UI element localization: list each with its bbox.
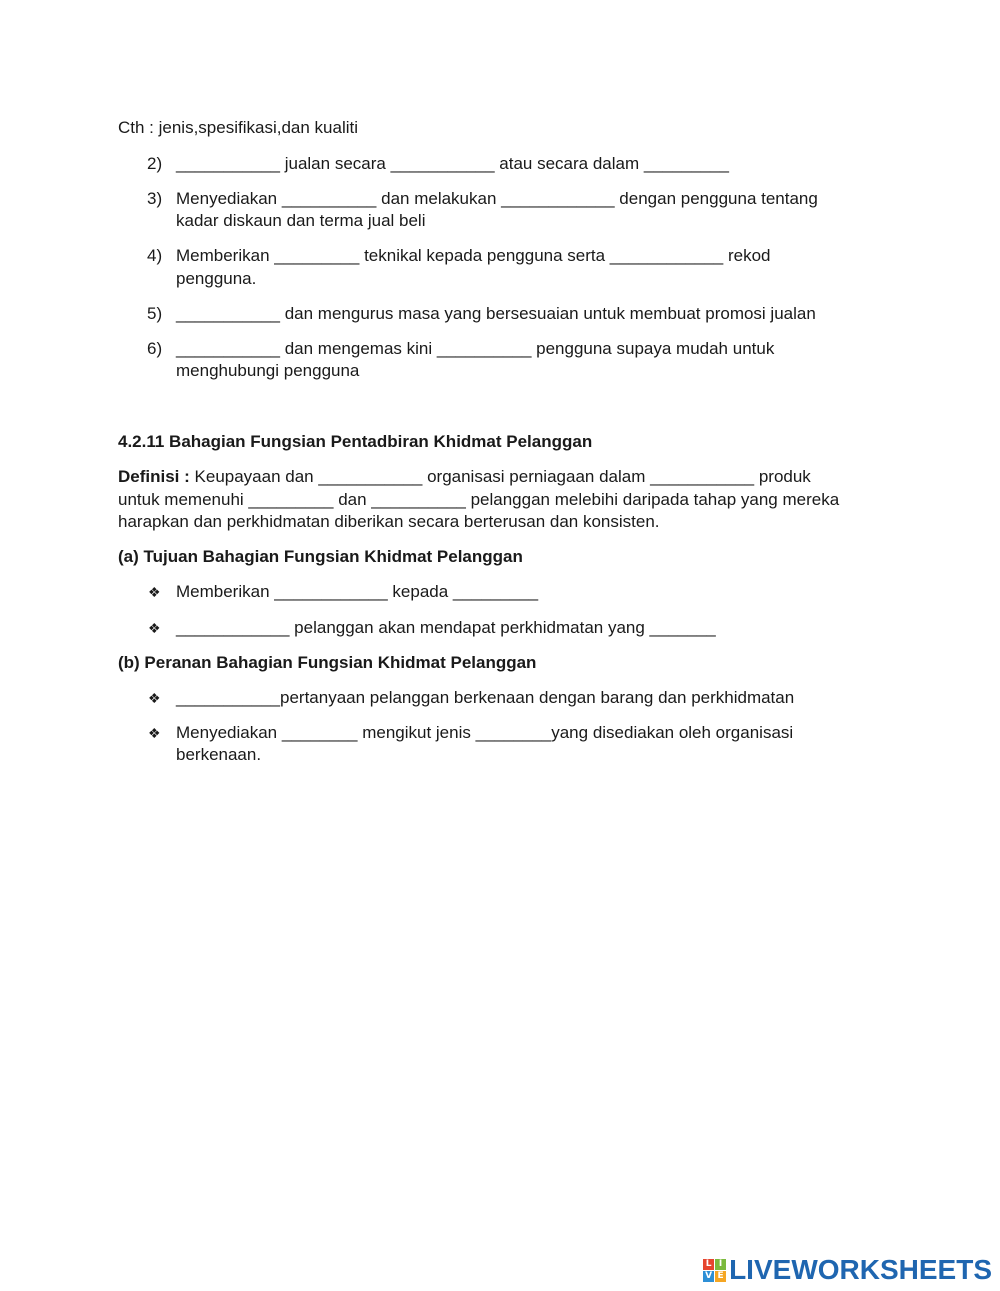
item-number: 4) (147, 246, 163, 265)
definition-text: Keupayaan dan ___________ organisasi perniagaan dalam ___________ produk (189, 467, 811, 486)
diamond-bullet-icon: ❖ (148, 620, 161, 636)
definition-label: Definisi : (118, 467, 190, 486)
item-text: Menyediakan __________ dan melakukan ____________ dengan pengguna tentang (176, 189, 818, 208)
liveworksheets-logo[interactable] (703, 1254, 992, 1286)
item-text: ___________ jualan secara ___________ atau secara dalam _________ (176, 154, 729, 173)
item-text: kadar diskaun dan terma jual beli (176, 211, 426, 230)
item-text: pengguna. (176, 269, 257, 288)
bullet-text: ____________ pelanggan akan mendapat perkhidmatan yang _______ (176, 618, 716, 637)
definition-line (118, 466, 811, 488)
bullet-text: ___________pertanyaan pelanggan berkenaan dengan barang dan perkhidmatan (176, 688, 795, 707)
example-text: Cth : jenis,spesifikasi,dan kualiti (118, 118, 359, 137)
item-number: 3) (147, 189, 163, 208)
subheading-peranan: (b) Peranan Bahagian Fungsian Khidmat Pelanggan (118, 653, 537, 672)
bullet-text: berkenaan. (176, 745, 262, 764)
diamond-bullet-icon: ❖ (148, 725, 161, 741)
logo-letter: V (703, 1271, 714, 1282)
logo-text: LIVEWORKSHEETS (729, 1254, 992, 1285)
bullet-text: Memberikan ____________ kepada _________ (176, 582, 539, 601)
item-number: 2) (147, 154, 163, 173)
logo-mark-icon (703, 1259, 726, 1282)
item-number: 6) (147, 339, 163, 358)
definition-line: harapkan dan perkhidmatan diberikan secara berterusan dan konsisten. (118, 512, 660, 531)
diamond-bullet-icon: ❖ (148, 584, 161, 600)
diamond-bullet-icon: ❖ (148, 690, 161, 706)
logo-letter: E (715, 1271, 726, 1282)
item-text: ___________ dan mengurus masa yang bersesuaian untuk membuat promosi jualan (176, 304, 816, 323)
item-number: 5) (147, 304, 163, 323)
section-heading: 4.2.11 Bahagian Fungsian Pentadbiran Khidmat Pelanggan (118, 432, 593, 451)
bullet-text: Menyediakan ________ mengikut jenis ________yang disediakan oleh organisasi (176, 723, 794, 742)
logo-letter: I (715, 1259, 726, 1270)
item-text: Memberikan _________ teknikal kepada pengguna serta ____________ rekod (176, 246, 771, 265)
subheading-tujuan: (a) Tujuan Bahagian Fungsian Khidmat Pelanggan (118, 547, 523, 566)
logo-letter: L (703, 1259, 714, 1270)
item-text: ___________ dan mengemas kini __________ pengguna supaya mudah untuk (176, 339, 775, 358)
item-text: menghubungi pengguna (176, 361, 360, 380)
definition-line: untuk memenuhi _________ dan __________ pelanggan melebihi daripada tahap yang mereka (118, 490, 840, 509)
